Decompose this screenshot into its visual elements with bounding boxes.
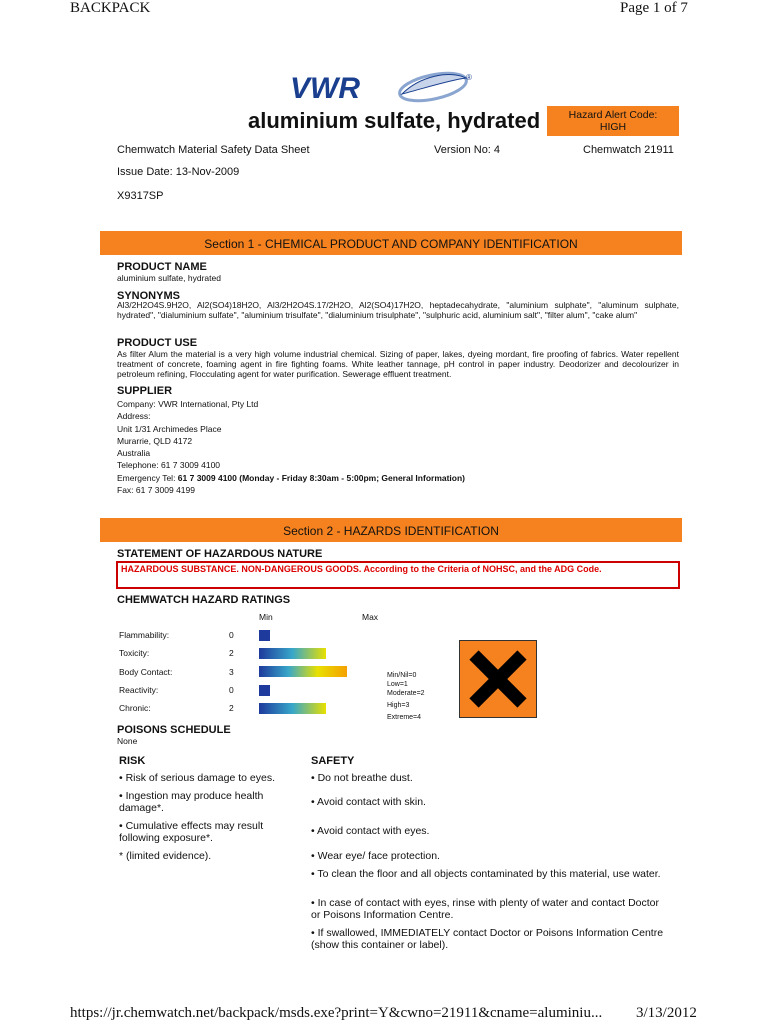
product-name-heading: PRODUCT NAME bbox=[117, 261, 207, 273]
scale-2: Moderate=2 bbox=[387, 690, 425, 697]
chronic-value: 2 bbox=[229, 703, 234, 713]
safety-item: • Avoid contact with eyes. bbox=[311, 825, 430, 837]
synonyms-heading: SYNONYMS bbox=[117, 290, 180, 302]
safety-item: • To clean the floor and all objects contaminated by this material, use water. bbox=[311, 868, 661, 880]
rating-scale-legend bbox=[387, 671, 425, 722]
product-use-heading: PRODUCT USE bbox=[117, 337, 198, 349]
safety-heading: SAFETY bbox=[311, 755, 355, 767]
body-contact-bar bbox=[259, 666, 347, 677]
chronic-bar bbox=[259, 703, 326, 714]
supplier-company: Company: VWR International, Pty Ltd bbox=[117, 399, 259, 409]
issue-date: Issue Date: 13-Nov-2009 bbox=[117, 166, 240, 178]
flammability-bar bbox=[259, 630, 270, 641]
hazard-ratings-heading: CHEMWATCH HAZARD RATINGS bbox=[117, 594, 291, 606]
reactivity-label: Reactivity: bbox=[119, 685, 159, 695]
synonyms-text: Al3/2H2O4S.9H2O, Al2(SO4)18H2O, Al3/2H2O4S.17/2H2O, Al2(SO4)17H2O, heptadecahydrate, "aluminium sulphate", "aluminum sulphate, hydrated", "dialuminium sulfate", "aluminium trisulfate", "dialuminium trisulphate", "sulphuric acid, aluminium salt", "filter alum", "cake alum" bbox=[117, 300, 679, 320]
body-contact-value: 3 bbox=[229, 667, 234, 677]
document-title: aluminium sulfate, hydrated bbox=[248, 108, 541, 133]
safety-item: • Wear eye/ face protection. bbox=[311, 850, 440, 862]
risk-heading: RISK bbox=[119, 755, 146, 767]
hazard-statement-heading: STATEMENT OF HAZARDOUS NATURE bbox=[117, 548, 323, 560]
vwr-logo bbox=[290, 68, 480, 108]
toxicity-value: 2 bbox=[229, 648, 234, 658]
safety-item: • Avoid contact with skin. bbox=[311, 796, 426, 808]
print-footer-date: 3/13/2012 bbox=[636, 1005, 697, 1021]
emergency-label: Emergency Tel: bbox=[117, 472, 178, 483]
hazard-alert-label: Hazard Alert Code: bbox=[568, 109, 658, 121]
min-label: Min bbox=[259, 612, 273, 622]
poisons-value: None bbox=[117, 736, 138, 746]
poisons-heading: POISONS SCHEDULE bbox=[117, 724, 231, 736]
risk-item: • Cumulative effects may result following exposure*. bbox=[119, 820, 264, 844]
version-number: Version No: 4 bbox=[434, 144, 501, 156]
supplier-emergency bbox=[117, 472, 465, 484]
supplier-block bbox=[117, 398, 465, 496]
harmful-x-icon bbox=[459, 640, 537, 718]
body-contact-label: Body Contact: bbox=[119, 667, 173, 677]
risk-item: • Risk of serious damage to eyes. bbox=[119, 772, 275, 784]
hazard-statement: HAZARDOUS SUBSTANCE. NON-DANGEROUS GOODS. According to the Criteria of NOHSC, and the ADG Code. bbox=[116, 561, 680, 589]
scale-4: Extreme=4 bbox=[387, 714, 422, 721]
hazard-alert-badge bbox=[547, 106, 679, 136]
scale-1: Low=1 bbox=[387, 681, 408, 688]
risk-item: * (limited evidence). bbox=[119, 850, 212, 862]
print-footer-url: https://jr.chemwatch.net/backpack/msds.exe?print=Y&cwno=21911&cname=aluminiu... bbox=[70, 1005, 603, 1021]
section-1-header: Section 1 - CHEMICAL PRODUCT AND COMPANY IDENTIFICATION bbox=[100, 231, 682, 255]
chemwatch-id: Chemwatch 21911 bbox=[583, 144, 674, 156]
product-code: X9317SP bbox=[117, 190, 164, 202]
logo-text: VWR bbox=[290, 72, 360, 105]
emergency-number: 61 7 3009 4100 (Monday - Friday 8:30am - 5:00pm; General Information) bbox=[177, 472, 466, 483]
toxicity-label: Toxicity: bbox=[119, 648, 150, 658]
product-name-value: aluminium sulfate, hydrated bbox=[117, 273, 221, 283]
print-header-page: Page 1 of 7 bbox=[620, 0, 688, 16]
safety-item: • Do not breathe dust. bbox=[311, 772, 413, 784]
flammability-value: 0 bbox=[229, 630, 234, 640]
registered-mark: ® bbox=[466, 73, 472, 82]
safety-item: • In case of contact with eyes, rinse with plenty of water and contact Doctor or Poisons Information Centre. bbox=[311, 897, 660, 921]
supplier-address-label: Address: bbox=[117, 411, 151, 422]
risk-item: • Ingestion may produce health damage*. bbox=[119, 790, 264, 814]
print-header-left: BACKPACK bbox=[70, 0, 151, 16]
reactivity-bar bbox=[259, 685, 270, 696]
msds-type: Chemwatch Material Safety Data Sheet bbox=[117, 144, 310, 156]
supplier-city: Murarrie, QLD 4172 bbox=[117, 435, 193, 446]
reactivity-value: 0 bbox=[229, 685, 234, 695]
chronic-label: Chronic: bbox=[119, 703, 151, 713]
safety-item: • If swallowed, IMMEDIATELY contact Doctor or Poisons Information Centre (show this container or label). bbox=[311, 927, 664, 951]
supplier-country: Australia bbox=[117, 448, 151, 459]
supplier-fax: Fax: 61 7 3009 4199 bbox=[117, 485, 195, 496]
max-label: Max bbox=[362, 612, 379, 622]
flammability-label: Flammability: bbox=[119, 630, 170, 640]
hazard-alert-level: HIGH bbox=[599, 121, 627, 133]
scale-0: Min/Nil=0 bbox=[387, 672, 417, 679]
supplier-telephone: Telephone: 61 7 3009 4100 bbox=[117, 460, 221, 471]
supplier-street: Unit 1/31 Archimedes Place bbox=[117, 423, 222, 434]
section-2-header: Section 2 - HAZARDS IDENTIFICATION bbox=[100, 518, 682, 542]
scale-3: High=3 bbox=[387, 702, 410, 709]
toxicity-bar bbox=[259, 648, 326, 659]
supplier-heading: SUPPLIER bbox=[117, 385, 173, 397]
product-use-text: As filter Alum the material is a very high volume industrial chemical. Sizing of paper, lakes, dyeing mordant, fire proofing of fabrics. Water repellent treatment of concrete, foaming agent in fire fighting foams. White leather tannage, pH control in paper industry. Deodorizer and decolourizer in petroleum refining, Flocculating agent for water purification. Sewerage effluent treatment. bbox=[117, 349, 679, 379]
